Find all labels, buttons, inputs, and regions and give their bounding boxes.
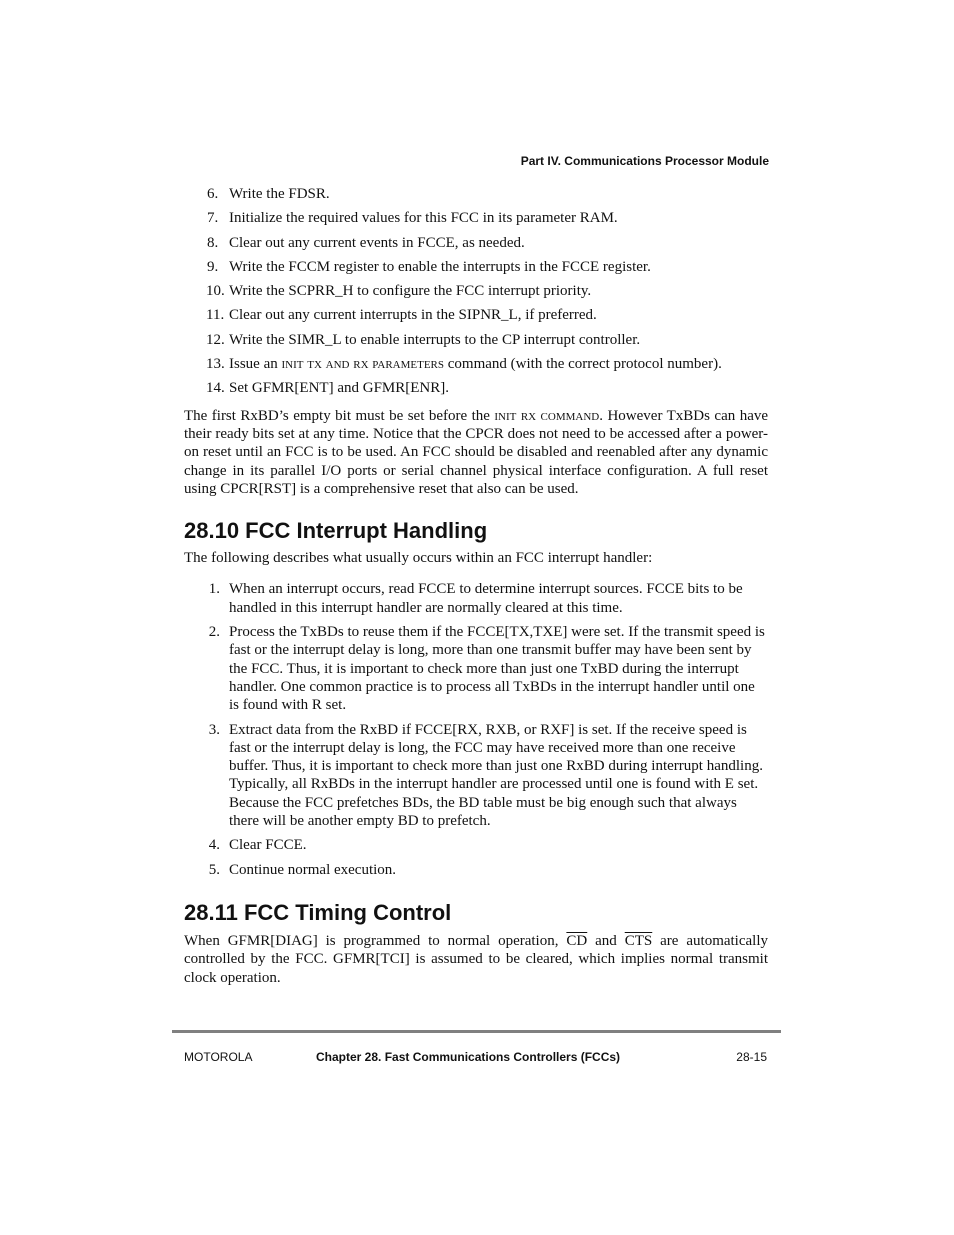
timing-text-2: and [587, 932, 625, 949]
list-item [184, 258, 768, 276]
list-item [184, 379, 768, 397]
list-item-text: Clear out any current events in FCCE, as needed. [229, 234, 525, 251]
list-item-number: 11. [206, 307, 225, 324]
paragraph-text-before: The first RxBD’s empty bit must be set before the [184, 407, 495, 424]
timing-text-1: When GFMR[DIAG] is programmed to normal operation, [184, 932, 567, 949]
list-item [184, 209, 768, 227]
paragraph-text-after: . However TxBDs can have their ready bits set at any time. Notice that the CPCR does not need to be accessed after a power-on reset until an FCC is to be used. An FCC should be disabled and reenabled after any dynamic change in its parallel I/O ports or serial channel physical interface configuration. A full reset using CPCR[RST] is a comprehensive reset that also can be used. [184, 407, 769, 497]
list-item-number: 7. [207, 210, 219, 227]
footer-rule [172, 1030, 781, 1033]
list-item-number: 8. [207, 234, 219, 251]
list-item-number: 5. [208, 861, 220, 878]
footer-publisher: MOTOROLA [184, 1050, 253, 1064]
list-item-text: Set GFMR[ENT] and GFMR[ENR]. [229, 380, 449, 397]
list-item [184, 282, 768, 300]
list-item-text: Initialize the required values for this FCC in its parameter RAM. [229, 210, 618, 227]
list-item-number: 13. [206, 356, 225, 373]
footer-page-number: 28-15 [736, 1050, 767, 1064]
page-content [184, 185, 768, 987]
list-item [184, 306, 768, 324]
interrupt-steps-list [184, 580, 768, 878]
command-name: init rx command [494, 407, 600, 424]
rxbd-paragraph [184, 407, 768, 498]
list-item [184, 234, 768, 252]
signal-cd: $\overline{CD}$ [566, 932, 588, 949]
list-item-text-after: command (with the correct protocol number). [444, 356, 722, 373]
list-item-text: Write the FDSR. [229, 186, 330, 202]
list-item [184, 355, 768, 373]
section-heading-interrupt: 28.10 FCC Interrupt Handling [184, 518, 488, 544]
list-item-text: Process the TxBDs to reuse them if the FCCE[TX,TXE] were set. If the transmit speed is fast or the interrupt delay is long, more than one transmit buffer may have been sent by the FCC. Thus, it is important to check more than just one TxBD during the interrupt handler. One common practice is to process all TxBDs in the interrupt handler until one is found with R set. [229, 624, 765, 714]
footer-chapter: Chapter 28. Fast Communications Controllers (FCCs) [316, 1050, 621, 1064]
list-item [184, 331, 768, 349]
list-item-number: 9. [207, 258, 219, 275]
signal-cts: $\overline{CTS}$ [624, 932, 653, 949]
interrupt-intro: The following describes what usually occurs within an FCC interrupt handler: [184, 550, 653, 567]
list-item-text: Write the SCPRR_H to configure the FCC interrupt priority. [229, 283, 592, 300]
list-item-number: 12. [206, 331, 225, 348]
list-item [184, 836, 768, 854]
running-head: Part IV. Communications Processor Module [520, 154, 769, 168]
init-steps-list [184, 185, 768, 398]
list-item [184, 721, 768, 831]
list-item-number: 2. [208, 624, 220, 641]
list-item-number: 6. [207, 186, 219, 202]
list-item [184, 185, 768, 203]
list-item-number: 10. [206, 283, 225, 300]
list-item-text-before: Issue an [229, 356, 282, 373]
list-item-text: Write the SIMR_L to enable interrupts to the CP interrupt controller. [229, 331, 641, 348]
list-item [184, 580, 768, 617]
section-heading-timing: 28.11 FCC Timing Control [184, 899, 452, 925]
list-item-number: 14. [206, 380, 225, 397]
list-item-text: When an interrupt occurs, read FCCE to determine interrupt sources. FCCE bits to be handled in this interrupt handler are normally cleared at this time. [229, 581, 743, 616]
list-item-text: Continue normal execution. [229, 861, 397, 878]
list-item-number: 4. [208, 837, 220, 854]
list-item-text: Extract data from the RxBD if FCCE[RX, RXB, or RXF] is set. If the receive speed is fast or the interrupt delay is long, the FCC may have received more than one receive buffer. Thus, it is important to check more than just one RxBD during interrupt handling. Typically, all RxBDs in the interrupt handler are processed until one is found with E set. Because the FCC prefetches BDs, the BD table must be big enough such that always there will be another empty BD to prefetch. [229, 721, 763, 830]
list-item [184, 861, 768, 879]
command-name: init tx and rx parameters [281, 356, 444, 373]
timing-text-3: are automatically controlled by the FCC. GFMR[TCI] is assumed to be cleared, which implies normal transmit clock operation. [184, 932, 768, 986]
list-item-text: Clear FCCE. [229, 837, 307, 854]
list-item-text: Write the FCCM register to enable the interrupts in the FCCE register. [229, 258, 651, 275]
timing-paragraph [184, 932, 768, 987]
list-item-number: 1. [208, 581, 220, 598]
list-item-text: Clear out any current interrupts in the SIPNR_L, if preferred. [229, 307, 597, 324]
list-item-number: 3. [208, 721, 220, 738]
list-item [184, 623, 768, 714]
